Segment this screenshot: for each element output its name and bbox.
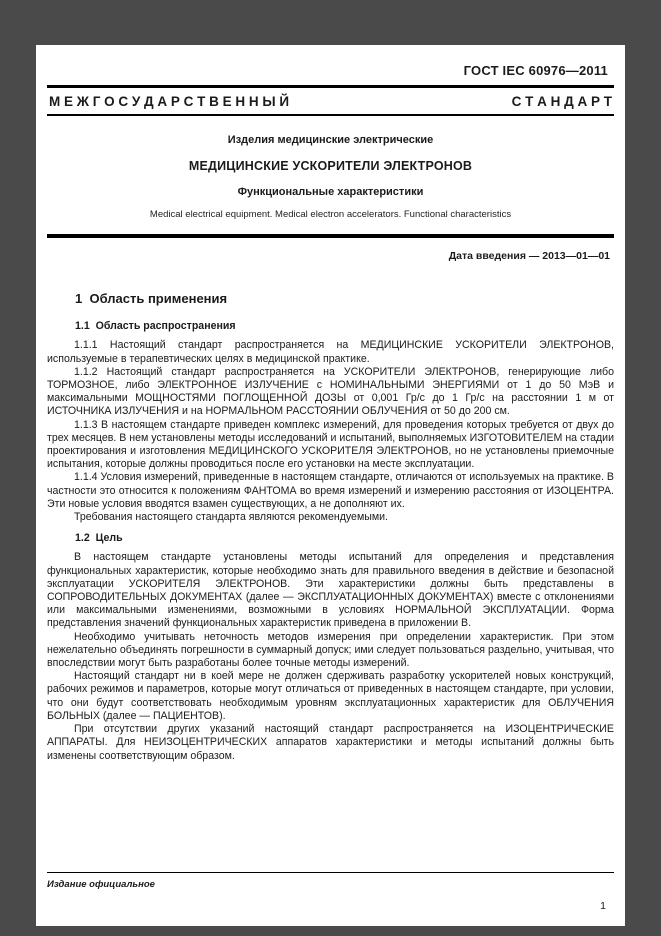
paragraph-1-2-d: При отсутствии других указаний настоящий стандарт распространяется на ИЗОЦЕНТРИЧЕСКИЕ АППАРАТЫ. Для НЕИЗОЦЕНТРИЧЕСКИХ аппаратов характеристики и методы испытаний должны быть изменены соответствующим образом. — [47, 723, 614, 762]
section-1-heading: 1 Область применения — [75, 291, 228, 306]
section-1-1-heading: 1.1 Область распространения — [75, 320, 236, 333]
paragraph-1-1-1: 1.1.1 Настоящий стандарт распространяется на МЕДИЦИНСКИЕ УСКОРИТЕЛИ ЭЛЕКТРОНОВ, используемые в терапевтических целях в медицинской практике. — [47, 339, 614, 365]
title-english: Medical electrical equipment. Medical electron accelerators. Functional characteristics — [149, 209, 512, 220]
banner-word-standard: С Т А Н Д А Р Т — [511, 94, 612, 109]
introduction-date: Дата введения — 2013—01—01 — [448, 250, 610, 262]
title-rule — [47, 234, 614, 238]
paragraph-1-1-3: 1.1.3 В настоящем стандарте приведен комплекс измерений, для проведения которых требуется от двух до трех месяцев. В нем установлены методы исследований и испытаний, выполняемых ИЗГОТОВИТЕЛЕМ на стадии проектирования и изготовления МЕДИЦИНСКОГО УСКОРИТЕЛЯ ЭЛЕКТРОНОВ, но не установлены приемочные испытания, которые должны проводиться после его установки на месте эксплуатации. — [47, 418, 614, 471]
edition-note: Издание официальное — [47, 879, 155, 890]
paragraph-1-2-b: Необходимо учитывать неточность методов измерения при определении характеристик. При этом нежелательно объединять погрешности в суммарный допуск; ими следует пользоваться раздельно, учитывая, что впоследствии могут быть разработаны более точные методы измерений. — [47, 630, 614, 670]
doc-code: ГОСТ IEC 60976—2011 — [463, 63, 608, 78]
title-main: МЕДИЦИНСКИЕ УСКОРИТЕЛИ ЭЛЕКТРОНОВ — [188, 159, 473, 173]
title-subtitle: Функциональные характеристики — [237, 186, 424, 198]
document-body — [47, 262, 614, 763]
title-subject: Изделия медицинские электрические — [227, 134, 434, 146]
document-page — [36, 45, 625, 926]
standard-type-banner — [47, 88, 614, 114]
paragraph-1-1-4: 1.1.4 Условия измерений, приведенные в настоящем стандарте, отличаются от используемых на практике. В частности это относится к положениям ФАНТОМА во время измерений и измерению расстояния от ИЗОЦЕНТРА. Эти новые условия вводятся взамен существующих, а не дополняют их. — [47, 471, 614, 510]
page-number: 1 — [600, 900, 606, 912]
page-footer — [47, 858, 614, 912]
paragraph-1-1-note: Требования настоящего стандарта являются рекомендуемыми. — [74, 511, 388, 524]
header-rule-bottom — [47, 114, 614, 116]
banner-word-interstate: М Е Ж Г О С У Д А Р С Т В Е Н Н Ы Й — [49, 94, 290, 109]
section-1-2-heading: 1.2 Цель — [75, 532, 123, 545]
paragraph-1-2-a: В настоящем стандарте установлены методы испытаний для определения и представления функциональных характеристик, которые необходимо знать для правильного введения в действие и безопасной эксплуатации УСКОРИТЕЛЯ ЭЛЕКТРОНОВ. Эти характеристики должны быть представлены в СОПРОВОДИТЕЛЬНЫХ ДОКУМЕНТАХ (далее — ЭКСПЛУАТАЦИОННЫХ ДОКУМЕНТАХ) вместе с отклонениями или максимальными изменениями, возможными в условиях НОРМАЛЬНОЙ ЭКСПЛУАТАЦИИ. Форма представления значений функциональных характеристик приведена в приложении В. — [47, 551, 614, 630]
title-block — [47, 134, 614, 220]
footer-rule — [47, 872, 614, 873]
paragraph-1-2-c: Настоящий стандарт ни в коей мере не должен сдерживать разработку ускорителей новых конструкций, рабочих режимов и параметров, которые могут отличаться от приведенных в настоящем стандарте, при условии, что они будут соответствовать необходимым уровням эксплуатационных характеристик для ОБЛУЧЕНИЯ БОЛЬНЫХ (далее — ПАЦИЕНТОВ). — [47, 670, 614, 722]
paragraph-1-1-2: 1.1.2 Настоящий стандарт распространяется на УСКОРИТЕЛИ ЭЛЕКТРОНОВ, генерирующие либо ТОРМОЗНОЕ, либо ЭЛЕКТРОННОЕ ИЗЛУЧЕНИЕ с НОМИНАЛЬНЫМИ ЭНЕРГИЯМИ от 1 до 50 МэВ и максимальными МОЩНОСТЯМИ ПОГЛОЩЕННОЙ ДОЗЫ от 0,001 Гр/с до 1 Гр/с на расстоянии 1 м от ИСТОЧНИКА ИЗЛУЧЕНИЯ и на НОРМАЛЬНОМ РАССТОЯНИИ ОБЛУЧЕНИЯ от 50 до 200 см. — [47, 365, 614, 418]
